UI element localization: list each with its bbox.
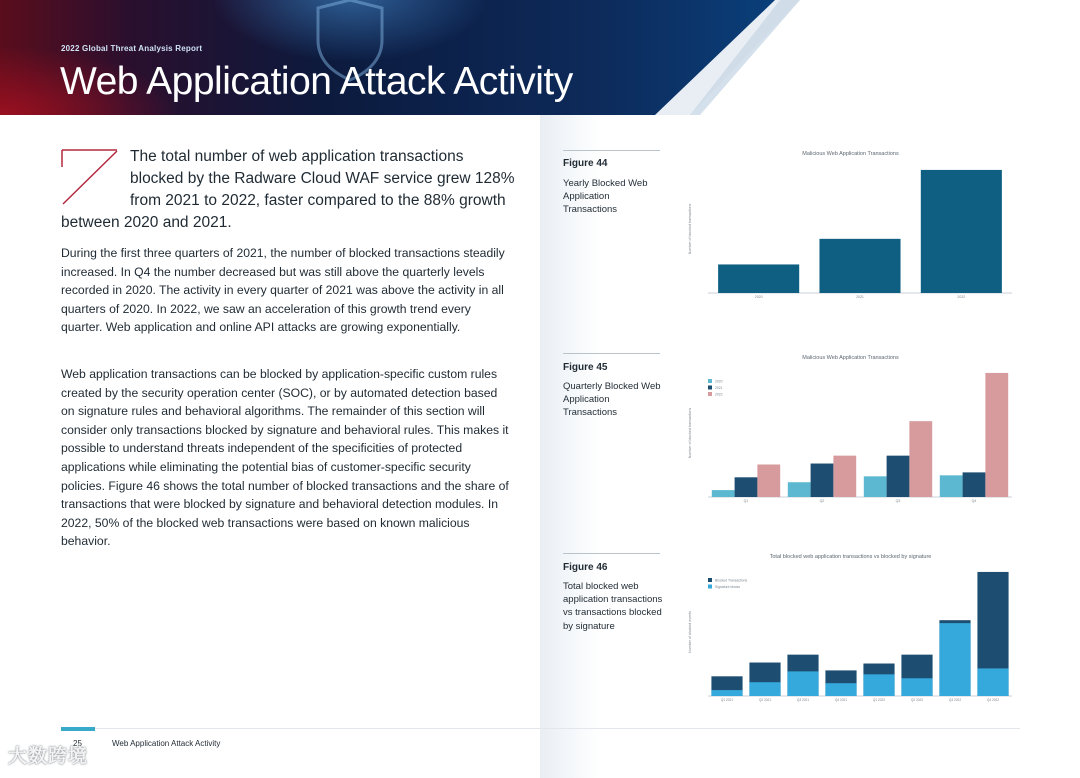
- chart-title: Total blocked web application transactions vs blocked by signature: [769, 554, 932, 560]
- bar-signature: [711, 690, 742, 696]
- watermark: 大数跨境: [8, 746, 89, 767]
- y-axis-label: Number of blocked events: [688, 611, 692, 653]
- legend-label: Signature blocks: [715, 585, 741, 589]
- x-tick-label: Q3 2022: [948, 698, 962, 702]
- x-tick-label: 2020: [754, 295, 763, 299]
- page-title: Web Application Attack Activity: [60, 60, 573, 103]
- bar: [921, 170, 1002, 293]
- bar: [757, 465, 780, 497]
- bar: [940, 475, 963, 497]
- bar-signature: [939, 623, 970, 696]
- bar-signature: [749, 682, 780, 696]
- quarterly-blocked-chart: [680, 349, 1025, 509]
- lead-line: blocked by the Radware Cloud WAF service grew 128%: [130, 170, 515, 187]
- x-tick-label: Q4: [971, 499, 977, 503]
- figure-description: Total blocked web application transactions vs transactions blocked by signature: [563, 581, 663, 632]
- figure-number: Figure 45: [563, 362, 608, 373]
- lead-line: The total number of web application transactions: [130, 148, 464, 165]
- footer-accent-bar: [61, 727, 95, 731]
- legend-swatch: [708, 578, 712, 582]
- legend-label: 2022: [715, 392, 723, 397]
- legend-label: Blocked Transactions: [715, 578, 748, 583]
- legend-label: 2021: [715, 386, 723, 390]
- bar-signature: [825, 683, 856, 696]
- bar: [712, 490, 735, 497]
- x-tick-label: 2021: [856, 295, 864, 299]
- x-tick-label: Q1 2022: [872, 698, 886, 702]
- body-paragraph: Web application transactions can be blocked by application-specific custom rules created by the security operation center (SOC), or by automated detection based on signature rules and behavioral algorithms. The remainder of this section will consider only transactions blocked by signature and behavioral rules. This makes it possible to understand threats independent of the specificities of protected applications while eliminating the potential bias of customer-specific security policies. Figure 46 shows the total number of blocked transactions and the share of transactions that were blocked by signature and behavioral detection modules. In 2022, 50% of the blocked web transactions were based on known malicious behavior.: [61, 367, 509, 549]
- bar-signature: [787, 671, 818, 696]
- figure-divider: [563, 150, 660, 151]
- figure-number: Figure 44: [563, 158, 608, 169]
- x-tick-label: Q1: [743, 499, 749, 503]
- x-tick-label: Q3 2021: [796, 698, 810, 702]
- bar: [833, 456, 856, 497]
- figure-divider: [563, 353, 660, 354]
- lead-line: from 2021 to 2022, faster compared to the 88% growth: [130, 192, 506, 209]
- bar: [819, 239, 900, 293]
- lead-line: between 2020 and 2021.: [61, 214, 232, 231]
- legend-swatch: [708, 392, 712, 396]
- chart-title: Malicious Web Application Transactions: [802, 355, 899, 361]
- header-banner: [0, 0, 1080, 115]
- footer-divider: [95, 728, 1020, 729]
- bar-signature: [977, 668, 1008, 696]
- lead-paragraph: [61, 146, 521, 234]
- legend-label: 2020: [715, 379, 723, 384]
- x-tick-label: Q2 2021: [758, 698, 772, 702]
- page-number: 25: [73, 739, 82, 748]
- bar-signature: [863, 674, 894, 696]
- footer-section-title: Web Application Attack Activity: [112, 739, 221, 748]
- legend-swatch: [708, 379, 712, 383]
- legend-swatch: [708, 386, 712, 390]
- bar: [811, 464, 834, 497]
- figure-description: Yearly Blocked Web Application Transactions: [563, 178, 648, 216]
- x-tick-label: Q1 2021: [720, 698, 734, 702]
- bar: [864, 476, 887, 497]
- bar: [963, 472, 986, 497]
- y-axis-label: Number of blocked transactions: [688, 407, 692, 459]
- bar: [909, 421, 932, 497]
- signature-blocked-chart: [680, 548, 1025, 708]
- bar: [735, 477, 758, 497]
- yearly-blocked-chart: [680, 145, 1025, 305]
- x-tick-label: Q4 2022: [986, 698, 1000, 702]
- x-tick-label: 2022: [957, 295, 966, 299]
- body-paragraph: During the first three quarters of 2021, the number of blocked transactions steadily increased. In Q4 the number decreased but was still above the quarterly levels recorded in 2020. The activity in every quarter of 2021 was above the activity in all quarters of 2020. In 2022, we saw an acceleration of this growth trend every quarter. Web application and online API attacks are growing exponentially.: [61, 246, 505, 335]
- bar: [718, 264, 799, 293]
- y-axis-label: Number of blocked transactions: [688, 203, 692, 255]
- report-label: 2022 Global Threat Analysis Report: [61, 44, 203, 53]
- x-tick-label: Q2: [819, 499, 825, 503]
- bar: [887, 456, 910, 497]
- x-tick-label: Q4 2021: [834, 698, 848, 702]
- bar: [788, 482, 811, 497]
- x-tick-label: Q3: [895, 499, 901, 503]
- chart-title: Malicious Web Application Transactions: [802, 151, 899, 157]
- legend-swatch: [708, 585, 712, 589]
- bar-signature: [901, 678, 932, 696]
- figure-description: Quarterly Blocked Web Application Transactions: [563, 381, 661, 419]
- x-tick-label: Q2 2022: [910, 698, 924, 702]
- figure-divider: [563, 553, 660, 554]
- figure-number: Figure 46: [563, 562, 608, 573]
- bar: [985, 373, 1008, 497]
